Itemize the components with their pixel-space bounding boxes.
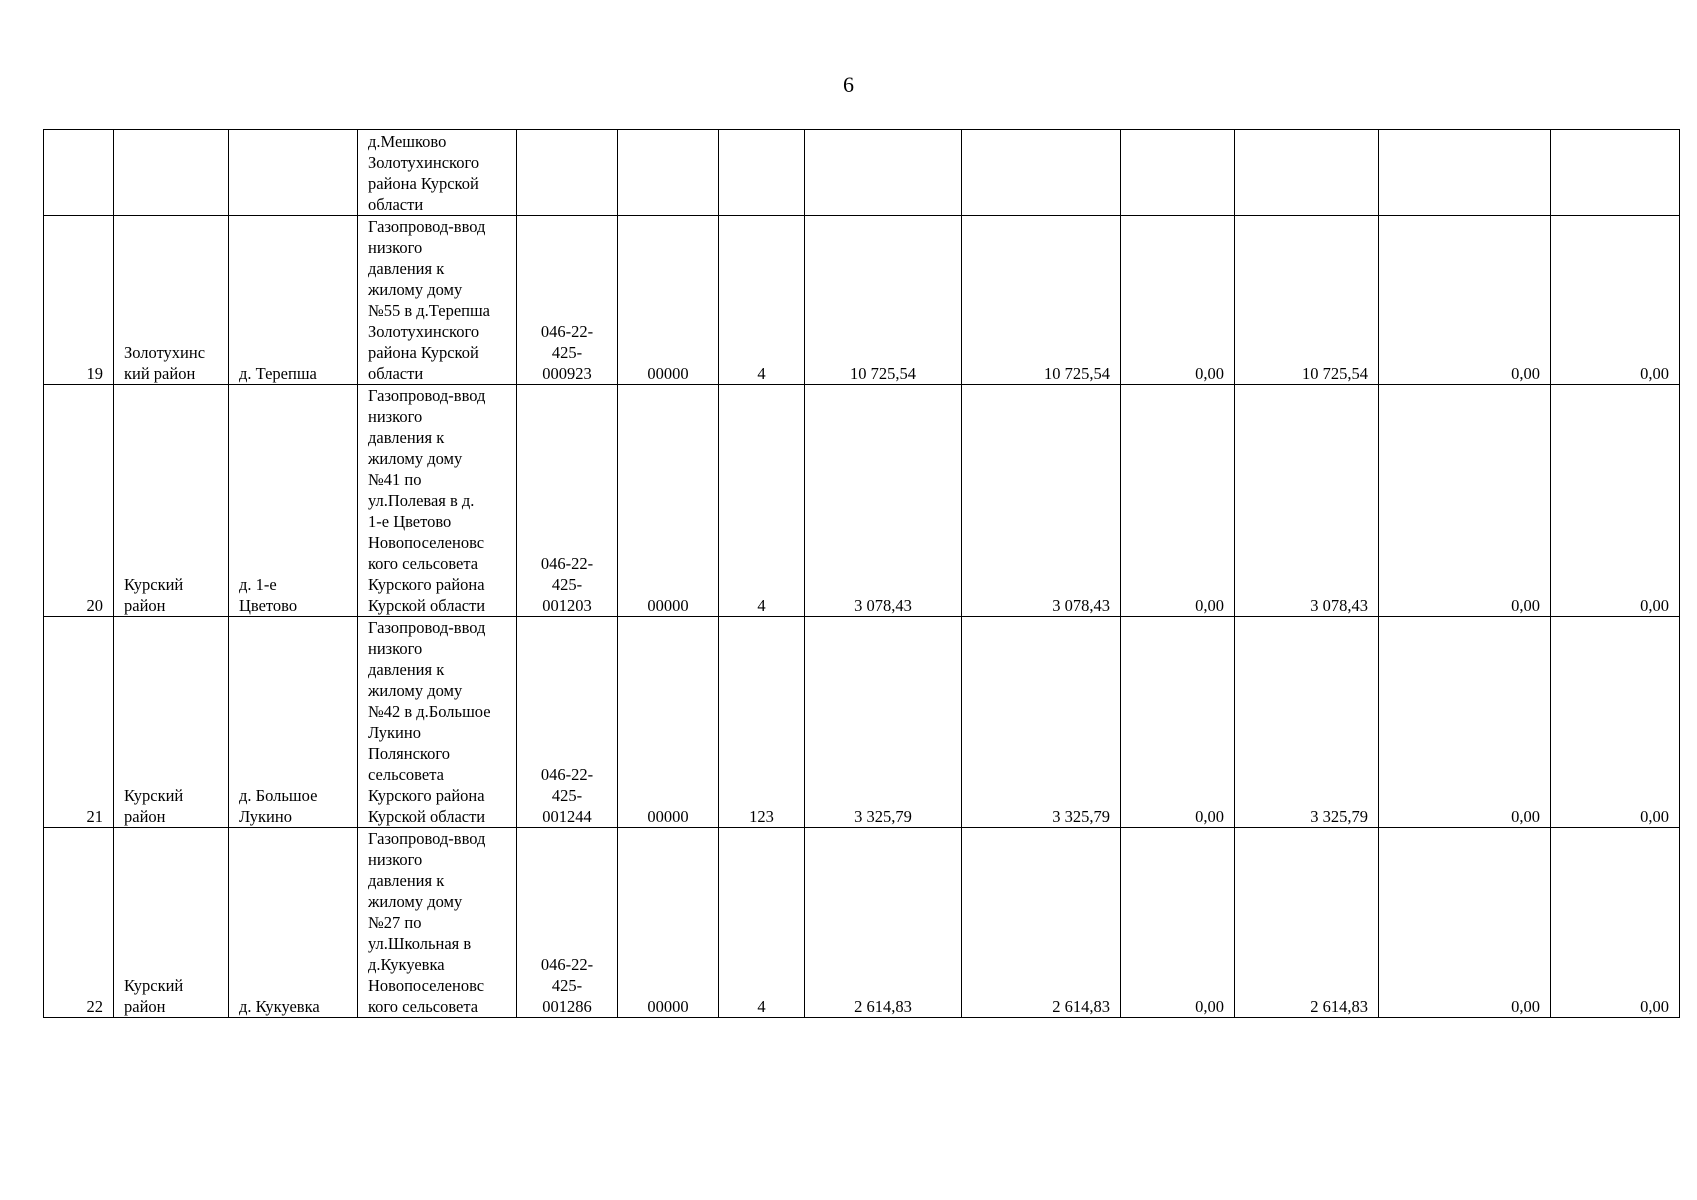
value-4-cell: 3 078,43: [1235, 385, 1379, 617]
value-2-cell: 10 725,54: [962, 216, 1121, 385]
value-6-cell: 0,00: [1551, 617, 1680, 828]
description-cell: Газопровод-ввод низкого давления к жилому дому №55 в д.Терепша Золотухинского района Курской области: [358, 216, 517, 385]
value-6-cell: 0,00: [1551, 216, 1680, 385]
row-number: 19: [44, 216, 114, 385]
value-4-cell: 10 725,54: [1235, 216, 1379, 385]
value-3-cell: 0,00: [1121, 617, 1235, 828]
district-cell: [114, 130, 229, 216]
code-cell: 046-22- 425- 001286: [517, 828, 618, 1018]
table-row: [44, 216, 1680, 385]
value-4-cell: 2 614,83: [1235, 828, 1379, 1018]
table-row: [44, 617, 1680, 828]
table-row: [44, 130, 1680, 216]
value-5-cell: 0,00: [1379, 617, 1551, 828]
locality-cell: д. Терепша: [229, 216, 358, 385]
value-1-cell: 2 614,83: [805, 828, 962, 1018]
value-5-cell: 0,00: [1379, 828, 1551, 1018]
locality-cell: д. 1-е Цветово: [229, 385, 358, 617]
value-1-cell: 3 078,43: [805, 385, 962, 617]
value-4-cell: 3 325,79: [1235, 617, 1379, 828]
code-cell: [517, 130, 618, 216]
column-6-cell: [618, 130, 719, 216]
value-5-cell: 0,00: [1379, 216, 1551, 385]
description-cell: Газопровод-ввод низкого давления к жилому дому №41 по ул.Полевая в д. 1-е Цветово Новопоселеновс кого сельсовета Курского района Курской области: [358, 385, 517, 617]
column-6-cell: 00000: [618, 216, 719, 385]
column-7-cell: 4: [719, 385, 805, 617]
table-row: [44, 385, 1680, 617]
value-4-cell: [1235, 130, 1379, 216]
value-3-cell: 0,00: [1121, 385, 1235, 617]
column-7-cell: 4: [719, 828, 805, 1018]
value-2-cell: 2 614,83: [962, 828, 1121, 1018]
code-cell: 046-22- 425- 001203: [517, 385, 618, 617]
row-number: [44, 130, 114, 216]
description-cell: Газопровод-ввод низкого давления к жилому дому №42 в д.Большое Лукино Полянского сельсовета Курского района Курской области: [358, 617, 517, 828]
locality-cell: д. Большое Лукино: [229, 617, 358, 828]
locality-cell: д. Кукуевка: [229, 828, 358, 1018]
district-cell: Курский район: [114, 617, 229, 828]
column-7-cell: [719, 130, 805, 216]
table-row: [44, 828, 1680, 1018]
assets-table: [43, 129, 1680, 1018]
column-6-cell: 00000: [618, 617, 719, 828]
code-cell: 046-22- 425- 000923: [517, 216, 618, 385]
code-cell: 046-22- 425- 001244: [517, 617, 618, 828]
page-number: 6: [843, 72, 854, 97]
value-6-cell: 0,00: [1551, 828, 1680, 1018]
district-cell: Курский район: [114, 385, 229, 617]
column-7-cell: 4: [719, 216, 805, 385]
value-6-cell: 0,00: [1551, 385, 1680, 617]
value-5-cell: [1379, 130, 1551, 216]
row-number: 20: [44, 385, 114, 617]
value-5-cell: 0,00: [1379, 385, 1551, 617]
value-3-cell: 0,00: [1121, 216, 1235, 385]
value-6-cell: [1551, 130, 1680, 216]
row-number: 21: [44, 617, 114, 828]
value-3-cell: 0,00: [1121, 828, 1235, 1018]
district-cell: Золотухинс кий район: [114, 216, 229, 385]
description-cell: д.Мешково Золотухинского района Курской области: [358, 130, 517, 216]
district-cell: Курский район: [114, 828, 229, 1018]
value-3-cell: [1121, 130, 1235, 216]
column-7-cell: 123: [719, 617, 805, 828]
value-1-cell: 3 325,79: [805, 617, 962, 828]
value-2-cell: 3 078,43: [962, 385, 1121, 617]
value-1-cell: [805, 130, 962, 216]
locality-cell: [229, 130, 358, 216]
value-1-cell: 10 725,54: [805, 216, 962, 385]
column-6-cell: 00000: [618, 385, 719, 617]
row-number: 22: [44, 828, 114, 1018]
value-2-cell: [962, 130, 1121, 216]
description-cell: Газопровод-ввод низкого давления к жилому дому №27 по ул.Школьная в д.Кукуевка Новопоселеновс кого сельсовета: [358, 828, 517, 1018]
value-2-cell: 3 325,79: [962, 617, 1121, 828]
column-6-cell: 00000: [618, 828, 719, 1018]
